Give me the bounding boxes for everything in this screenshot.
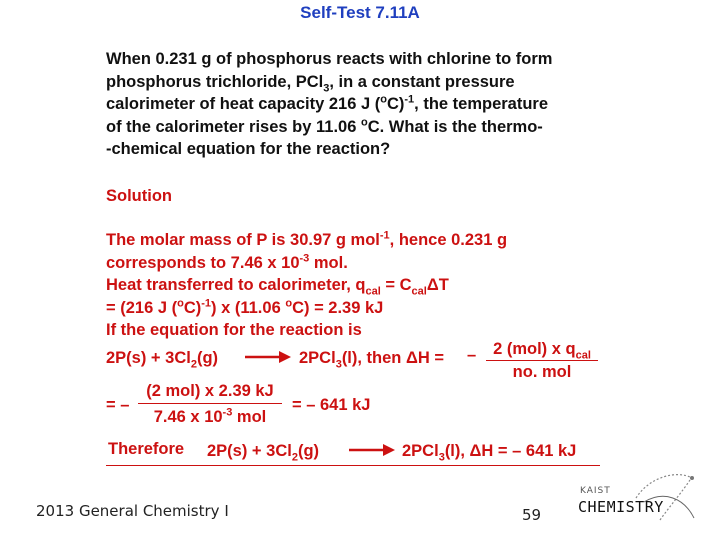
slide-title: Self-Test 7.11A xyxy=(300,3,420,22)
solution-line-2: corresponds to 7.46 x $10^{-3}$ mol. xyxy=(106,252,348,272)
equation-1-left: $2P(s) + 3Cl_2(g)$ xyxy=(106,349,219,371)
solution-heading: Solution xyxy=(106,187,172,205)
solution-line-5: If the equation for the reaction is xyxy=(106,321,362,339)
solution-line-3: Heat transferred to calorimeter, $q_{cal} = C_{cal}\Delta T$ xyxy=(106,276,449,298)
reaction-arrow-icon xyxy=(245,350,291,364)
fraction-2-denominator: 7.46 x $10^{-3}$ mol xyxy=(153,406,267,426)
problem-line-3: calorimeter of heat capacity 216 J $(^oC)^{-1}$, the temperature xyxy=(106,93,549,113)
course-label: 2013 General Chemistry I xyxy=(36,502,229,520)
minus-sign: – xyxy=(467,346,477,364)
problem-line-1: When 0.231 g of phosphorus reacts with chlorine to form xyxy=(106,50,553,68)
page-number: 59 xyxy=(522,506,542,524)
fraction-1-numerator: 2 (mol) x $q_{cal}$ xyxy=(493,340,591,362)
solution-line-1: The molar mass of P is 30.97 g mol$^{-1}$, hence 0.231 g xyxy=(106,229,508,249)
problem-line-5: -chemical equation for the reaction? xyxy=(106,140,391,158)
solution-line-4: = (216 J $(^oC)^{-1}$) x (11.06 $^o$C) = 2.39 kJ xyxy=(106,297,384,317)
equation-1-right: 2PCl$_3$(l), then ΔH = xyxy=(299,349,444,371)
fraction-1-denominator: no. mol xyxy=(512,363,572,381)
reaction-arrow-icon xyxy=(349,443,395,457)
kaist-chemistry-logo xyxy=(576,468,700,528)
equation-2-result: = – 641 kJ xyxy=(292,396,371,414)
fraction-2-bar xyxy=(138,403,282,404)
logo-kaist-text: KAIST xyxy=(580,486,611,496)
logo-chemistry-text: CHEMISTRY xyxy=(578,498,664,516)
equation-3-right: 2PCl$_3$(l), ΔH = – 641 kJ xyxy=(402,442,577,464)
problem-statement xyxy=(106,48,706,161)
therefore-label: Therefore xyxy=(108,440,185,458)
orbit-swoosh-icon xyxy=(630,468,698,526)
bottom-rule xyxy=(106,465,600,466)
equation-2-prefix: = – xyxy=(106,396,130,414)
problem-line-2: phosphorus trichloride, PCl$_3$, in a constant pressure xyxy=(106,72,515,94)
solution-body xyxy=(106,229,706,342)
fraction-2-numerator: (2 mol) x 2.39 kJ xyxy=(146,382,274,400)
equation-3-left: $2P(s) + 3Cl_2(g)$ xyxy=(207,442,320,464)
problem-line-4: of the calorimeter rises by 11.06 $^o$C. What is the thermo- xyxy=(106,116,543,136)
